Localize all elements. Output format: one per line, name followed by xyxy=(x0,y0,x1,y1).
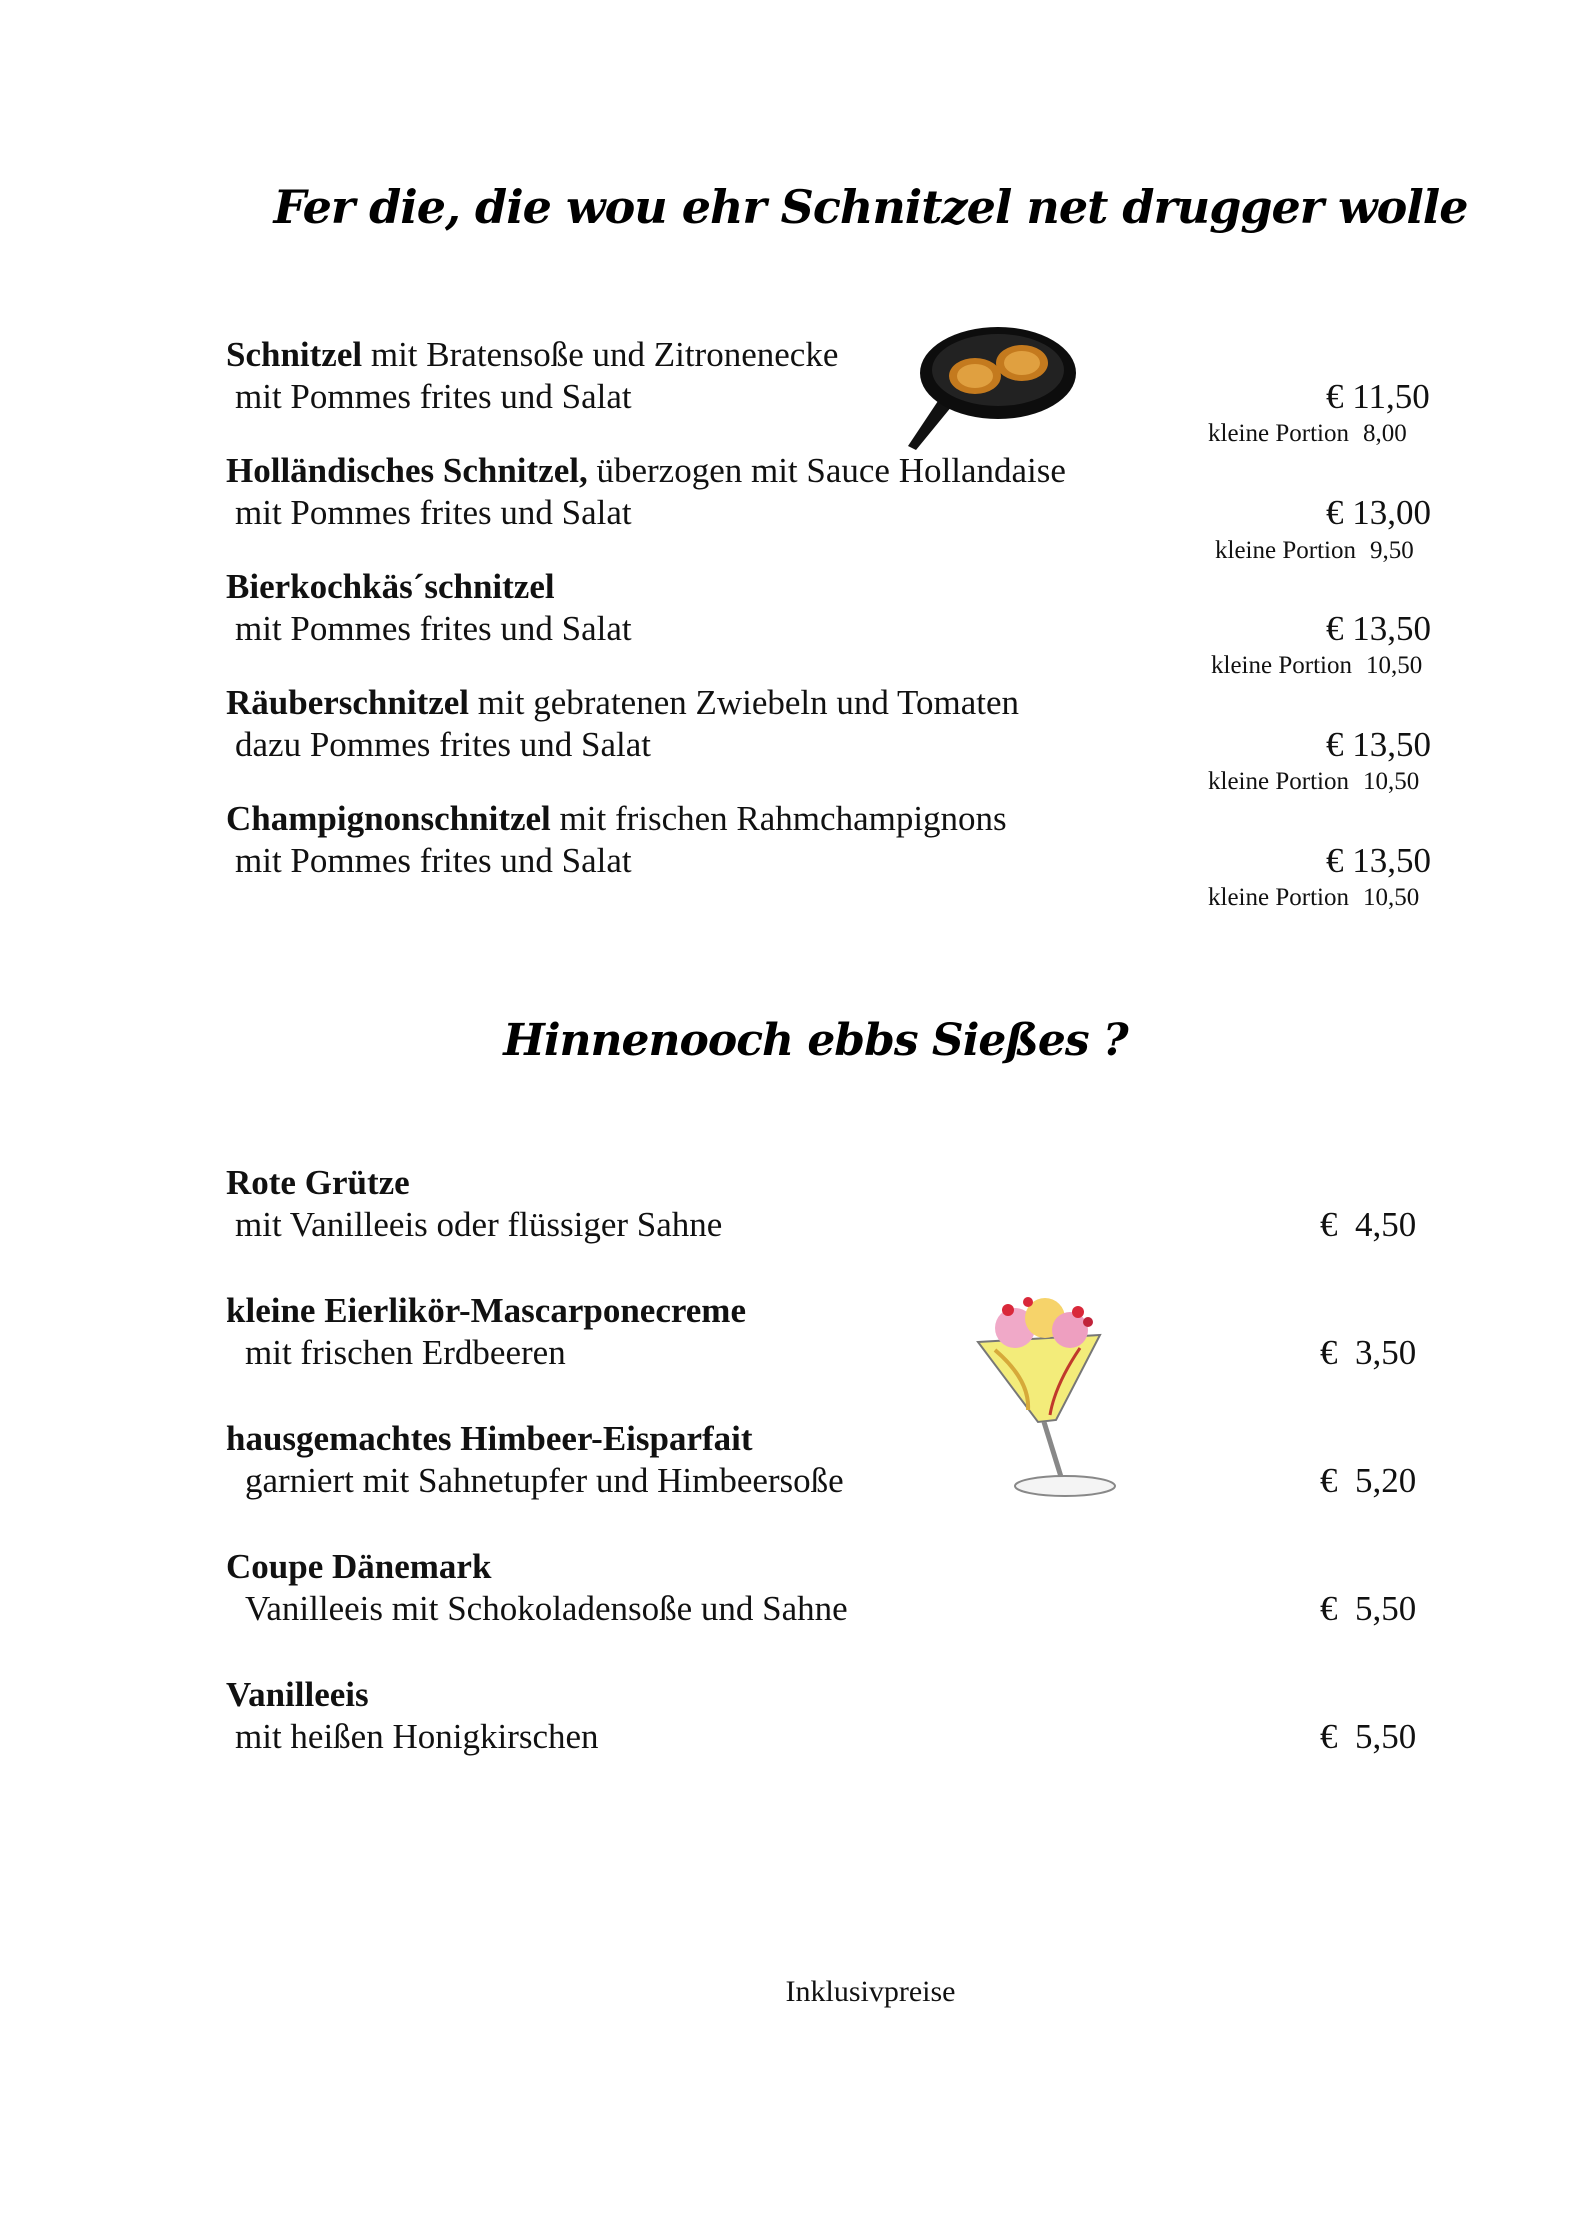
item-sub: Vanilleeis mit Schokoladensoße und Sahne xyxy=(245,1589,848,1628)
footer-note: Inklusivpreise xyxy=(785,1975,956,2008)
item-name: hausgemachtes Himbeer-Eisparfait xyxy=(226,1419,753,1458)
item-name: Coupe Dänemark xyxy=(226,1547,492,1586)
item-sub: mit Vanilleeis oder flüssiger Sahne xyxy=(235,1205,723,1244)
frying-pan-icon xyxy=(900,318,1080,458)
item-name: Champignonschnitzel xyxy=(226,799,551,838)
item-price: € 5,50 xyxy=(1320,1717,1417,1756)
menu-item xyxy=(0,567,1571,679)
item-price: € 4,50 xyxy=(1320,1205,1417,1244)
item-desc: mit frischen Rahmchampignons xyxy=(550,799,1007,838)
menu-item xyxy=(0,1163,1571,1244)
small-price: 8,00 xyxy=(1362,420,1407,447)
item-desc: mit Bratensoße und Zitronenecke xyxy=(362,335,839,374)
item-price: € 13,50 xyxy=(1326,841,1431,880)
small-price: 10,50 xyxy=(1362,768,1420,795)
small-price: 10,50 xyxy=(1362,884,1420,911)
small-portion xyxy=(1215,537,1414,565)
small-portion xyxy=(1208,768,1419,796)
small-label: kleine Portion xyxy=(1208,884,1349,911)
item-name: Holländisches Schnitzel, xyxy=(226,451,588,490)
menu-item xyxy=(0,1419,1571,1500)
item-sub: mit frischen Erdbeeren xyxy=(245,1333,566,1372)
item-name: Vanilleeis xyxy=(226,1675,369,1714)
item-sub: mit Pommes frites und Salat xyxy=(235,609,632,648)
menu-item xyxy=(0,1547,1571,1628)
item-sub: mit heißen Honigkirschen xyxy=(235,1717,599,1756)
small-label: kleine Portion xyxy=(1208,768,1349,795)
item-name: Rote Grütze xyxy=(226,1163,410,1202)
small-portion xyxy=(1211,652,1422,680)
menu-item xyxy=(0,1291,1571,1372)
menu-item xyxy=(0,799,1571,911)
small-price: 10,50 xyxy=(1365,652,1423,679)
item-sub: mit Pommes frites und Salat xyxy=(235,841,632,880)
item-price: € 13,50 xyxy=(1326,725,1431,764)
item-name: kleine Eierlikör-Mascarponecreme xyxy=(226,1291,746,1330)
small-portion xyxy=(1208,884,1419,912)
item-sub: dazu Pommes frites und Salat xyxy=(235,725,652,764)
item-name: Bierkochkäs´schnitzel xyxy=(226,567,555,606)
item-sub: garniert mit Sahnetupfer und Himbeersoße xyxy=(245,1461,844,1500)
heading-schnitzel: Fer die, die wou ehr Schnitzel net drugger wolle xyxy=(273,180,1468,234)
menu-item xyxy=(0,683,1571,795)
small-label: kleine Portion xyxy=(1208,420,1349,447)
item-name: Schnitzel xyxy=(226,335,363,374)
item-desc: mit gebratenen Zwiebeln und Tomaten xyxy=(469,683,1019,722)
small-price: 9,50 xyxy=(1369,537,1414,564)
heading-dessert: Hinnenooch ebbs Sießes ? xyxy=(503,1015,1128,1066)
item-price: € 3,50 xyxy=(1320,1333,1417,1372)
item-price: € 13,50 xyxy=(1326,609,1431,648)
ice-cream-sundae-icon xyxy=(970,1290,1120,1505)
item-price: € 13,00 xyxy=(1326,493,1431,532)
item-price: € 5,20 xyxy=(1320,1461,1417,1500)
item-name: Räuberschnitzel xyxy=(226,683,470,722)
item-price: € 5,50 xyxy=(1320,1589,1417,1628)
small-portion xyxy=(1208,420,1407,448)
small-label: kleine Portion xyxy=(1211,652,1352,679)
item-sub: mit Pommes frites und Salat xyxy=(235,377,632,416)
item-desc: überzogen mit Sauce Hollandaise xyxy=(587,451,1066,490)
menu-item xyxy=(0,335,1571,447)
menu-item xyxy=(0,1675,1571,1756)
item-price: € 11,50 xyxy=(1326,377,1430,416)
menu-item xyxy=(0,451,1571,564)
small-label: kleine Portion xyxy=(1215,537,1356,564)
item-sub: mit Pommes frites und Salat xyxy=(235,493,632,532)
